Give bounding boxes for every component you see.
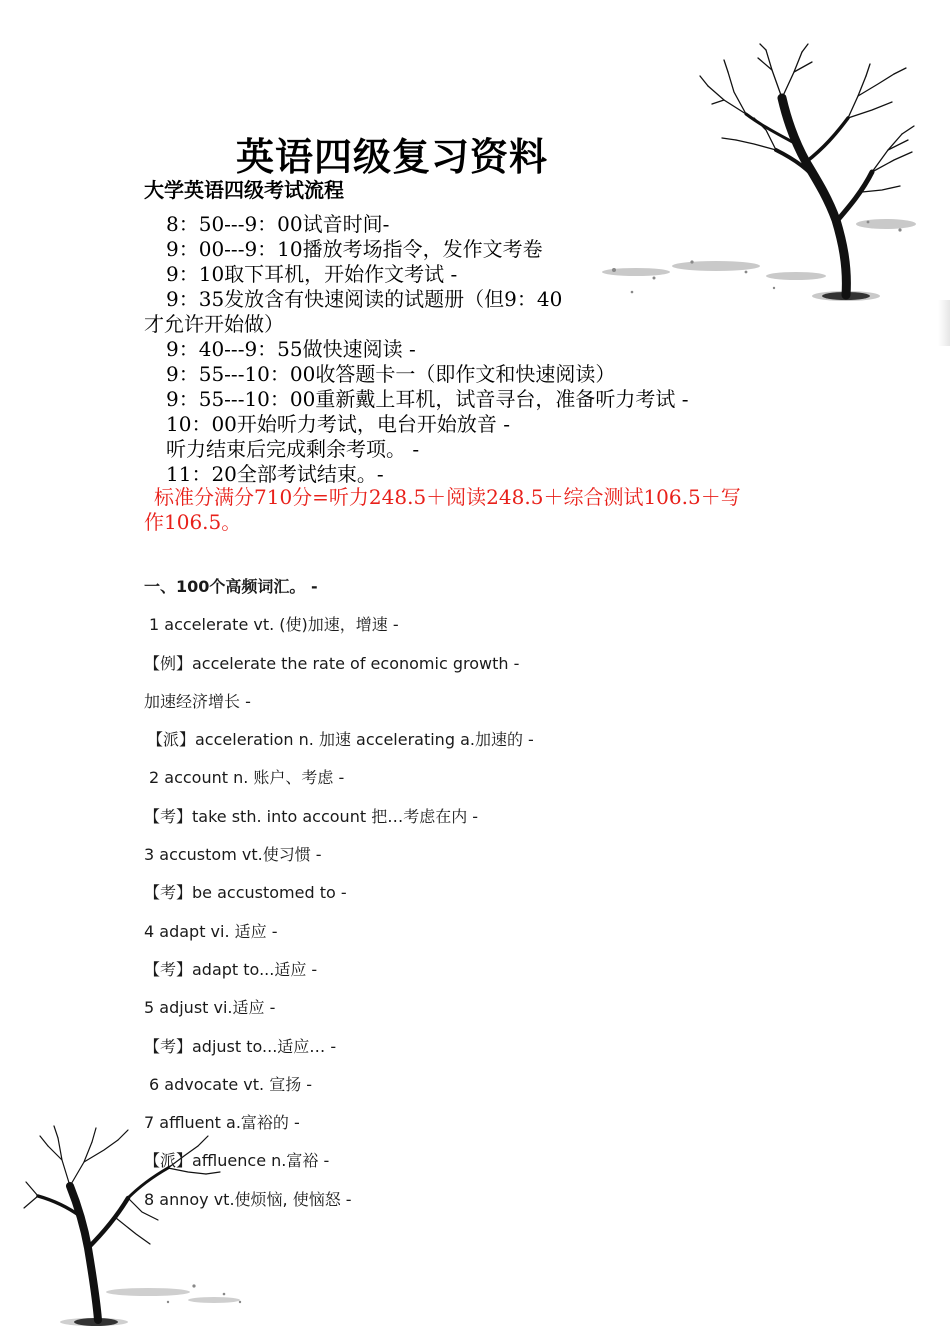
schedule-line: 8：50---9：00试音时间-	[166, 212, 390, 236]
section-subtitle: 大学英语四级考试流程	[144, 178, 344, 202]
schedule-line: 9：40---9：55做快速阅读 -	[166, 337, 416, 361]
vocab-list	[144, 575, 804, 1226]
schedule-line: 9：55---10：00收答题卡一（即作文和快速阅读）	[166, 362, 616, 386]
schedule-line: 10：00开始听力考试，电台开始放音 -	[166, 412, 511, 436]
vocab-line: 【考】adapt to...适应 -	[144, 959, 318, 979]
vocab-line: 5 adjust vi.适应 -	[144, 998, 276, 1018]
vocab-line: 【例】accelerate the rate of economic growth -	[144, 653, 520, 673]
vocab-line: 7 affluent a.富裕的 -	[144, 1113, 300, 1133]
vocab-line: 【考】be accustomed to -	[144, 883, 347, 903]
schedule-line: 听力结束后完成剩余考项。 -	[166, 437, 420, 461]
schedule-line: 9：10取下耳机，开始作文考试 -	[166, 262, 458, 286]
vocab-line: 【派】acceleration n. 加速 accelerating a.加速的 -	[147, 730, 534, 750]
vocab-line: 2 account n. 账户、考虑 -	[149, 768, 345, 788]
vocab-line: 【考】adjust to...适应… -	[144, 1036, 337, 1056]
schedule-line: 才允许开始做）	[144, 312, 284, 336]
score-line: 标准分满分710分=听力248.5＋阅读248.5＋综合测试106.5＋写	[154, 485, 741, 509]
page-title: 英语四级复习资料	[236, 134, 549, 179]
schedule-line: 9：55---10：00重新戴上耳机，试音寻台，准备听力考试 -	[166, 387, 689, 411]
exam-schedule	[144, 212, 814, 487]
schedule-line: 11：20全部考试结束。-	[166, 462, 384, 486]
schedule-line: 9：00---9：10播放考场指令，发作文考卷	[166, 237, 543, 261]
vocab-line: 3 accustom vt.使习惯 -	[144, 845, 322, 865]
vocab-line: 6 advocate vt. 宣扬 -	[149, 1074, 313, 1094]
vocab-line: 加速经济增长 -	[144, 691, 251, 711]
vocab-heading: 一、100个高频词汇。 -	[144, 577, 318, 596]
vocab-line: 1 accelerate vt. (使)加速，增速 -	[149, 615, 399, 635]
schedule-line: 9：35发放含有快速阅读的试题册（但9：40	[166, 287, 563, 311]
vocab-line: 4 adapt vi. 适应 -	[144, 921, 278, 941]
page-edge-shadow	[938, 300, 950, 346]
vocab-line: 【考】take sth. into account 把…考虑在内 -	[144, 806, 479, 826]
vocab-line: 8 annoy vt.使烦恼, 使恼怒 -	[144, 1189, 352, 1209]
score-line: 作106.5。	[144, 510, 242, 534]
score-breakdown	[144, 485, 804, 535]
vocab-line: 【派】affluence n.富裕 -	[144, 1151, 330, 1171]
